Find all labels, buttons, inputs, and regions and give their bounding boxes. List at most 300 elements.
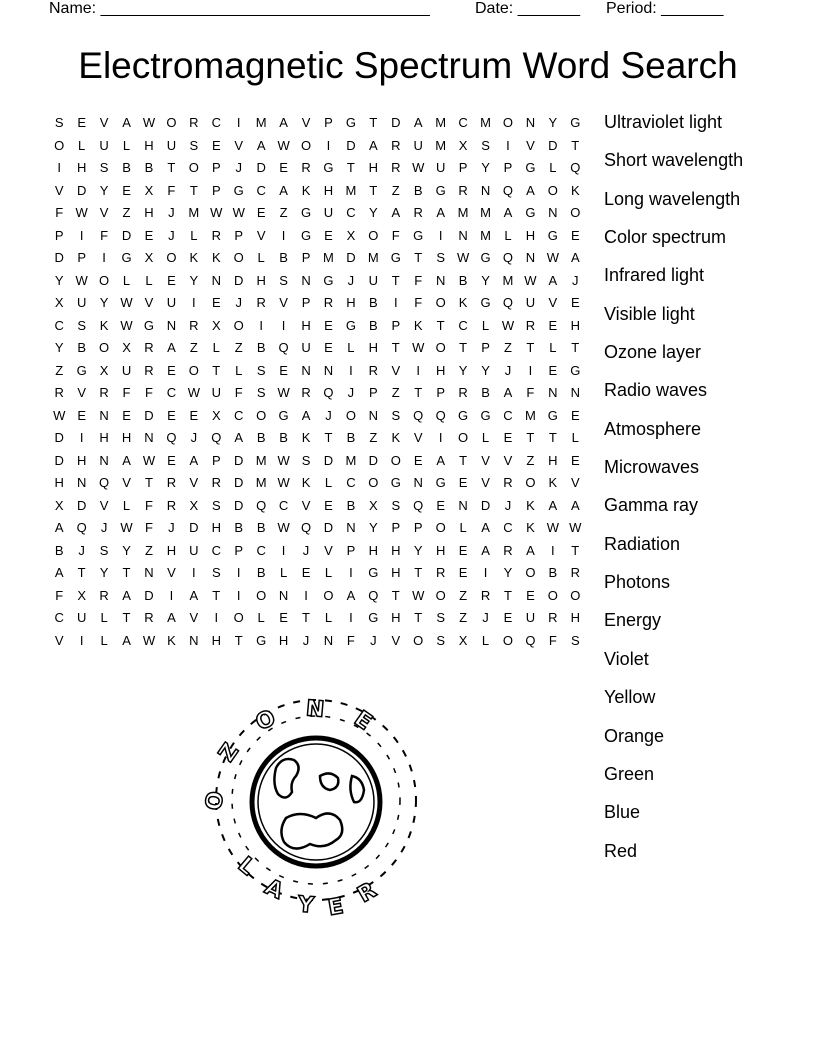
grid-letter[interactable]: G <box>435 475 446 491</box>
grid-letter[interactable]: R <box>99 587 109 603</box>
grid-letter[interactable]: I <box>416 362 421 378</box>
grid-letter[interactable]: T <box>167 160 176 176</box>
grid-letter[interactable]: I <box>349 362 353 378</box>
grid-letter[interactable]: J <box>168 205 175 221</box>
grid-letter[interactable]: O <box>547 182 558 198</box>
grid-letter[interactable]: T <box>459 452 468 468</box>
grid-letter[interactable]: U <box>121 362 132 378</box>
grid-letter[interactable]: G <box>256 632 267 648</box>
grid-letter[interactable]: S <box>391 407 401 423</box>
grid-letter[interactable]: H <box>570 317 580 333</box>
grid-letter[interactable]: G <box>143 317 155 333</box>
grid-letter[interactable]: K <box>458 295 468 311</box>
grid-letter[interactable]: V <box>54 632 64 648</box>
grid-letter[interactable]: E <box>570 295 580 311</box>
grid-letter[interactable]: Y <box>481 272 490 288</box>
grid-letter[interactable]: A <box>436 205 445 221</box>
grid-letter[interactable]: L <box>571 430 579 446</box>
grid-letter[interactable]: B <box>413 182 423 198</box>
grid-letter[interactable]: Z <box>391 182 400 198</box>
grid-letter[interactable]: E <box>570 452 580 468</box>
grid-letter[interactable]: N <box>435 272 446 288</box>
grid-letter[interactable]: F <box>234 385 243 401</box>
grid-letter[interactable]: A <box>279 182 288 198</box>
grid-letter[interactable]: L <box>100 632 108 648</box>
grid-letter[interactable]: M <box>480 227 491 243</box>
grid-letter[interactable]: R <box>503 475 513 491</box>
grid-letter[interactable]: Y <box>122 542 131 558</box>
grid-letter[interactable]: G <box>121 250 132 266</box>
grid-letter[interactable]: T <box>391 272 400 288</box>
grid-letter[interactable]: D <box>391 115 401 131</box>
grid-letter[interactable]: H <box>211 632 221 648</box>
grid-letter[interactable]: H <box>144 137 154 153</box>
grid-letter[interactable]: B <box>234 520 244 536</box>
grid-letter[interactable]: D <box>346 137 356 153</box>
grid-letter[interactable]: W <box>53 407 66 423</box>
grid-letter[interactable]: O <box>570 587 581 603</box>
grid-letter[interactable]: A <box>189 587 199 603</box>
grid-letter[interactable]: E <box>324 497 333 513</box>
grid-letter[interactable]: P <box>234 227 244 243</box>
grid-letter[interactable]: J <box>572 272 579 288</box>
grid-letter[interactable]: T <box>414 250 423 266</box>
grid-letter[interactable]: H <box>525 227 536 243</box>
grid-letter[interactable]: I <box>528 362 533 378</box>
grid-letter[interactable]: C <box>278 497 289 513</box>
grid-letter[interactable]: W <box>412 160 425 176</box>
grid-letter[interactable]: J <box>78 542 85 558</box>
grid-letter[interactable]: I <box>169 587 174 603</box>
grid-letter[interactable]: T <box>391 340 400 356</box>
grid-letter[interactable]: Z <box>459 610 468 626</box>
grid-letter[interactable]: O <box>54 137 65 153</box>
grid-letter[interactable]: D <box>234 497 244 513</box>
grid-letter[interactable]: H <box>54 475 64 491</box>
grid-letter[interactable]: N <box>323 362 334 378</box>
grid-letter[interactable]: H <box>211 520 221 536</box>
grid-letter[interactable]: I <box>102 250 106 266</box>
grid-letter[interactable]: E <box>458 475 468 491</box>
grid-letter[interactable]: S <box>211 497 221 513</box>
grid-letter[interactable]: L <box>481 317 490 333</box>
grid-letter[interactable]: C <box>54 610 64 626</box>
grid-letter[interactable]: T <box>346 160 355 176</box>
grid-letter[interactable]: P <box>211 160 221 176</box>
grid-letter[interactable]: Y <box>54 272 64 288</box>
grid-letter[interactable]: G <box>480 295 491 311</box>
grid-letter[interactable]: W <box>120 520 133 536</box>
grid-letter[interactable]: F <box>100 227 109 243</box>
grid-letter[interactable]: U <box>211 385 221 401</box>
grid-letter[interactable]: E <box>77 407 86 423</box>
grid-letter[interactable]: B <box>369 317 378 333</box>
grid-letter[interactable]: B <box>256 340 266 356</box>
grid-letter[interactable]: P <box>413 520 423 536</box>
grid-letter[interactable]: Y <box>369 520 378 536</box>
grid-letter[interactable]: G <box>458 407 469 423</box>
grid-letter[interactable]: R <box>256 295 266 311</box>
grid-letter[interactable]: A <box>279 115 288 131</box>
grid-letter[interactable]: W <box>546 250 559 266</box>
grid-letter[interactable]: N <box>76 475 87 491</box>
grid-letter[interactable]: B <box>346 497 356 513</box>
grid-letter[interactable]: Q <box>211 430 222 446</box>
grid-letter[interactable]: E <box>503 610 513 626</box>
grid-letter[interactable]: E <box>413 452 423 468</box>
grid-letter[interactable]: D <box>144 407 154 423</box>
grid-letter[interactable]: C <box>458 317 468 333</box>
grid-letter[interactable]: F <box>526 385 535 401</box>
grid-letter[interactable]: U <box>301 340 311 356</box>
grid-letter[interactable]: G <box>368 610 379 626</box>
grid-letter[interactable]: K <box>301 475 311 491</box>
grid-letter[interactable]: H <box>368 340 379 356</box>
grid-letter[interactable]: A <box>548 497 558 513</box>
grid-letter[interactable]: O <box>502 115 514 131</box>
grid-letter[interactable]: T <box>414 565 423 581</box>
grid-letter[interactable]: I <box>192 565 196 581</box>
grid-letter[interactable]: B <box>122 160 131 176</box>
grid-letter[interactable]: N <box>346 520 356 536</box>
grid-letter[interactable]: H <box>346 295 356 311</box>
grid-letter[interactable]: D <box>234 452 244 468</box>
grid-letter[interactable]: A <box>548 272 558 288</box>
grid-letter[interactable]: B <box>346 430 356 446</box>
grid-letter[interactable]: N <box>99 407 109 423</box>
grid-letter[interactable]: N <box>413 475 423 491</box>
grid-letter[interactable]: J <box>504 497 512 513</box>
grid-letter[interactable]: R <box>323 295 334 311</box>
grid-letter[interactable]: A <box>301 407 311 423</box>
grid-letter[interactable]: S <box>436 632 445 648</box>
grid-letter[interactable]: S <box>77 317 86 333</box>
grid-letter[interactable]: G <box>413 227 424 243</box>
grid-letter[interactable]: V <box>189 475 199 491</box>
grid-letter[interactable]: V <box>570 475 580 491</box>
grid-letter[interactable]: Z <box>122 205 131 221</box>
grid-letter[interactable]: Q <box>256 497 267 513</box>
grid-letter[interactable]: L <box>481 430 490 446</box>
grid-letter[interactable]: L <box>279 565 288 581</box>
grid-letter[interactable]: V <box>481 452 490 468</box>
grid-letter[interactable]: T <box>414 385 423 401</box>
grid-letter[interactable]: F <box>55 587 64 603</box>
grid-letter[interactable]: Q <box>525 632 536 648</box>
grid-letter[interactable]: F <box>548 632 557 648</box>
grid-letter[interactable]: G <box>300 205 312 221</box>
grid-letter[interactable]: E <box>144 227 154 243</box>
grid-letter[interactable]: T <box>391 587 400 603</box>
grid-letter[interactable]: I <box>79 632 84 648</box>
grid-letter[interactable]: O <box>323 587 334 603</box>
grid-letter[interactable]: Q <box>300 520 312 536</box>
grid-letter[interactable]: X <box>211 317 221 333</box>
grid-letter[interactable]: V <box>77 385 86 401</box>
grid-letter[interactable]: M <box>188 205 200 221</box>
grid-letter[interactable]: O <box>300 137 312 153</box>
grid-letter[interactable]: G <box>278 407 289 423</box>
grid-letter[interactable]: N <box>301 272 311 288</box>
grid-letter[interactable]: W <box>120 295 133 311</box>
grid-letter[interactable]: N <box>166 317 177 333</box>
grid-letter[interactable]: J <box>100 520 108 536</box>
grid-letter[interactable]: T <box>189 182 198 198</box>
grid-letter[interactable]: C <box>234 407 244 423</box>
grid-letter[interactable]: N <box>525 250 536 266</box>
grid-letter[interactable]: V <box>54 182 64 198</box>
grid-letter[interactable]: Z <box>526 452 535 468</box>
grid-letter[interactable]: S <box>54 115 64 131</box>
grid-letter[interactable]: X <box>144 250 154 266</box>
grid-letter[interactable]: U <box>525 295 536 311</box>
grid-letter[interactable]: M <box>435 137 447 153</box>
grid-letter[interactable]: A <box>391 205 401 221</box>
grid-letter[interactable]: T <box>369 182 378 198</box>
grid-letter[interactable]: S <box>481 137 490 153</box>
grid-letter[interactable]: T <box>234 632 243 648</box>
grid-letter[interactable]: Z <box>144 542 153 558</box>
grid-letter[interactable]: N <box>323 632 334 648</box>
grid-letter[interactable]: P <box>436 385 445 401</box>
grid-letter[interactable]: R <box>480 587 491 603</box>
grid-letter[interactable]: D <box>234 272 244 288</box>
grid-letter[interactable]: P <box>211 182 221 198</box>
grid-letter[interactable]: J <box>302 632 310 648</box>
grid-letter[interactable]: I <box>236 587 241 603</box>
grid-letter[interactable]: Y <box>503 565 513 581</box>
grid-letter[interactable]: R <box>570 565 580 581</box>
grid-letter[interactable]: V <box>144 295 154 311</box>
grid-letter[interactable]: T <box>436 317 445 333</box>
grid-letter[interactable]: W <box>412 340 425 356</box>
grid-letter[interactable]: Y <box>481 362 490 378</box>
grid-letter[interactable]: H <box>570 610 580 626</box>
grid-letter[interactable]: E <box>548 362 558 378</box>
grid-letter[interactable]: Y <box>548 115 558 131</box>
grid-letter[interactable]: G <box>345 115 356 131</box>
grid-letter[interactable]: C <box>211 115 221 131</box>
grid-letter[interactable]: L <box>212 340 220 356</box>
grid-letter[interactable]: J <box>235 295 242 311</box>
grid-letter[interactable]: V <box>391 632 401 648</box>
grid-letter[interactable]: P <box>77 250 86 266</box>
grid-letter[interactable]: O <box>256 587 267 603</box>
grid-letter[interactable]: Z <box>391 385 400 401</box>
grid-letter[interactable]: U <box>435 160 446 176</box>
grid-letter[interactable]: E <box>570 227 580 243</box>
grid-letter[interactable]: D <box>323 520 334 536</box>
grid-letter[interactable]: D <box>256 160 266 176</box>
grid-letter[interactable]: R <box>435 565 446 581</box>
grid-letter[interactable]: A <box>167 610 176 626</box>
grid-letter[interactable]: U <box>413 137 423 153</box>
grid-letter[interactable]: B <box>279 250 288 266</box>
grid-letter[interactable]: P <box>211 452 221 468</box>
grid-letter[interactable]: W <box>75 205 88 221</box>
grid-letter[interactable]: C <box>256 182 266 198</box>
grid-letter[interactable]: O <box>525 565 536 581</box>
grid-letter[interactable]: W <box>412 587 425 603</box>
grid-letter[interactable]: W <box>277 475 290 491</box>
grid-letter[interactable]: U <box>76 295 87 311</box>
grid-letter[interactable]: Y <box>189 272 199 288</box>
grid-letter[interactable]: W <box>142 632 156 648</box>
grid-letter[interactable]: E <box>301 565 311 581</box>
grid-letter[interactable]: A <box>256 137 266 153</box>
grid-letter[interactable]: H <box>368 160 379 176</box>
grid-letter[interactable]: S <box>99 542 109 558</box>
grid-letter[interactable]: T <box>302 610 310 626</box>
grid-letter[interactable]: N <box>525 115 536 131</box>
grid-letter[interactable]: Q <box>413 497 424 513</box>
grid-letter[interactable]: Y <box>413 542 423 558</box>
grid-letter[interactable]: F <box>346 632 355 648</box>
grid-letter[interactable]: V <box>99 497 109 513</box>
grid-letter[interactable]: O <box>188 160 199 176</box>
grid-letter[interactable]: W <box>120 317 133 333</box>
grid-letter[interactable]: O <box>99 340 110 356</box>
grid-letter[interactable]: O <box>525 475 536 491</box>
grid-letter[interactable]: Q <box>570 160 581 176</box>
grid-letter[interactable]: E <box>458 565 468 581</box>
grid-letter[interactable]: W <box>142 452 156 468</box>
grid-letter[interactable]: S <box>279 272 288 288</box>
grid-letter[interactable]: E <box>167 407 176 423</box>
grid-letter[interactable]: C <box>346 205 356 221</box>
grid-letter[interactable]: D <box>121 227 132 243</box>
grid-letter[interactable]: A <box>54 565 64 581</box>
grid-letter[interactable]: B <box>77 340 86 356</box>
grid-letter[interactable]: G <box>480 250 491 266</box>
grid-letter[interactable]: F <box>144 385 153 401</box>
grid-letter[interactable]: D <box>480 497 491 513</box>
grid-letter[interactable]: X <box>369 497 378 513</box>
grid-letter[interactable]: D <box>234 475 244 491</box>
grid-letter[interactable]: N <box>144 430 154 446</box>
grid-letter[interactable]: N <box>278 587 289 603</box>
grid-letter[interactable]: A <box>369 137 378 153</box>
grid-letter[interactable]: F <box>122 385 131 401</box>
grid-letter[interactable]: Y <box>481 160 490 176</box>
grid-letter[interactable]: R <box>211 475 221 491</box>
grid-letter[interactable]: P <box>503 160 513 176</box>
grid-letter[interactable]: Y <box>99 182 109 198</box>
grid-letter[interactable]: O <box>435 295 446 311</box>
grid-letter[interactable]: M <box>435 115 447 131</box>
grid-letter[interactable]: G <box>390 475 401 491</box>
grid-letter[interactable]: C <box>166 385 177 401</box>
grid-letter[interactable]: I <box>79 430 84 446</box>
grid-letter[interactable]: N <box>368 407 379 423</box>
grid-letter[interactable]: C <box>458 115 468 131</box>
grid-letter[interactable]: X <box>458 137 468 153</box>
grid-letter[interactable]: E <box>570 407 580 423</box>
grid-letter[interactable]: L <box>100 610 108 626</box>
grid-letter[interactable]: D <box>368 452 379 468</box>
grid-letter[interactable]: R <box>391 160 401 176</box>
grid-letter[interactable]: J <box>168 227 175 243</box>
grid-letter[interactable]: G <box>323 160 334 176</box>
grid-letter[interactable]: D <box>189 520 199 536</box>
grid-letter[interactable]: A <box>503 205 513 221</box>
grid-letter[interactable]: O <box>368 227 379 243</box>
grid-letter[interactable]: U <box>189 542 199 558</box>
grid-letter[interactable]: T <box>459 340 468 356</box>
grid-letter[interactable]: N <box>458 227 468 243</box>
grid-letter[interactable]: M <box>457 205 469 221</box>
grid-letter[interactable]: N <box>458 497 468 513</box>
grid-letter[interactable]: W <box>277 520 290 536</box>
grid-letter[interactable]: Z <box>369 430 378 446</box>
grid-letter[interactable]: K <box>526 497 535 513</box>
grid-letter[interactable]: F <box>414 295 423 311</box>
grid-letter[interactable]: N <box>301 362 311 378</box>
grid-letter[interactable]: R <box>458 385 468 401</box>
grid-letter[interactable]: B <box>144 160 154 176</box>
grid-letter[interactable]: G <box>76 362 87 378</box>
grid-letter[interactable]: D <box>54 430 64 446</box>
grid-letter[interactable]: T <box>571 542 580 558</box>
grid-letter[interactable]: O <box>502 632 514 648</box>
grid-letter[interactable]: W <box>75 272 88 288</box>
grid-letter[interactable]: K <box>301 430 311 446</box>
grid-letter[interactable]: L <box>78 137 86 153</box>
grid-letter[interactable]: V <box>548 295 558 311</box>
grid-letter[interactable]: T <box>571 340 580 356</box>
grid-letter[interactable]: A <box>526 182 535 198</box>
grid-letter[interactable]: U <box>368 272 379 288</box>
grid-letter[interactable]: E <box>122 407 131 423</box>
grid-letter[interactable]: J <box>168 520 175 536</box>
grid-letter[interactable]: Q <box>368 587 379 603</box>
grid-letter[interactable]: G <box>233 182 244 198</box>
grid-letter[interactable]: A <box>481 520 490 536</box>
grid-letter[interactable]: R <box>99 385 109 401</box>
grid-letter[interactable]: T <box>414 610 423 626</box>
grid-letter[interactable]: Q <box>99 475 110 491</box>
grid-letter[interactable]: K <box>548 475 558 491</box>
grid-letter[interactable]: B <box>54 542 64 558</box>
grid-letter[interactable]: E <box>279 362 288 378</box>
grid-letter[interactable]: R <box>413 205 423 221</box>
grid-letter[interactable]: I <box>349 610 353 626</box>
grid-letter[interactable]: E <box>324 227 333 243</box>
grid-letter[interactable]: S <box>189 137 199 153</box>
grid-letter[interactable]: U <box>323 205 334 221</box>
grid-letter[interactable]: K <box>570 182 580 198</box>
grid-letter[interactable]: U <box>525 610 536 626</box>
grid-letter[interactable]: H <box>76 160 87 176</box>
grid-letter[interactable]: E <box>256 205 266 221</box>
grid-letter[interactable]: V <box>122 475 131 491</box>
grid-letter[interactable]: Y <box>54 340 64 356</box>
grid-letter[interactable]: X <box>122 340 131 356</box>
grid-letter[interactable]: P <box>324 115 333 131</box>
grid-letter[interactable]: H <box>548 452 558 468</box>
grid-letter[interactable]: Q <box>278 340 289 356</box>
grid-letter[interactable]: I <box>281 317 286 333</box>
word-search-grid[interactable] <box>48 112 587 652</box>
grid-letter[interactable]: X <box>77 587 86 603</box>
grid-letter[interactable]: X <box>54 497 64 513</box>
grid-letter[interactable]: H <box>76 452 87 468</box>
grid-letter[interactable]: A <box>503 385 513 401</box>
grid-letter[interactable]: R <box>166 475 177 491</box>
grid-letter[interactable]: G <box>547 407 558 423</box>
grid-letter[interactable]: L <box>504 227 512 243</box>
grid-letter[interactable]: W <box>210 205 223 221</box>
